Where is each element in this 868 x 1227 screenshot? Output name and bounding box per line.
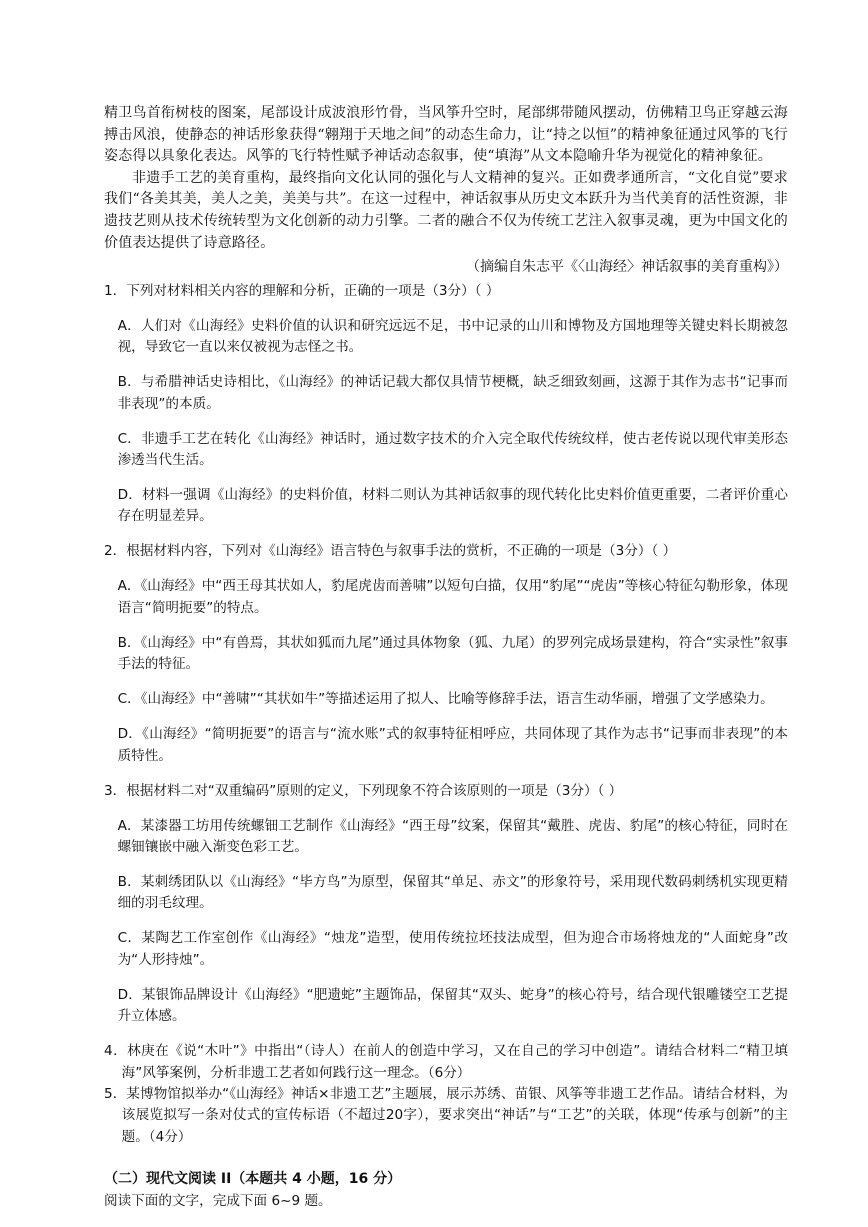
question-1-option-b: B．与希腊神话史诗相比，《山海经》的神话记载大都仅具情节梗概，缺乏细致刻画，这源于其作为志书“记事而非表现”的本质。	[117, 374, 788, 412]
question-5-stem: 5．某博物馆拟举办“《山海经》神话×非遗工艺”主题展，展示苏绣、苗银、风筝等非遗工艺作品。请结合材料，为该展览拟写一条对仗式的宣传标语（不超过20字），要求突出“神话”与“工艺”的关联，体现“传承与创新”的主题。（4分）	[104, 1086, 788, 1145]
question-2-stem: 2．根据材料内容，下列对《山海经》语言特色与叙事手法的赏析，不正确的一项是（3分）（ ）	[104, 543, 677, 560]
question-1-option-a: A．人们对《山海经》史料价值的认识和研究远远不足，书中记录的山川和博物及方国地理等关键史料长期被忽视，导致它一直以来仅被视为志怪之书。	[117, 317, 788, 356]
question-5	[104, 1084, 788, 1148]
passage-source: （摘编自朱志平《〈山海经〉神话叙事的美育重构》）	[466, 259, 788, 276]
question-4	[104, 1041, 788, 1084]
question-3-stem: 3．根据材料二对“双重编码”原则的定义，下列现象不符合该原则的一项是（3分）（ ）	[104, 782, 623, 799]
question-3-option-d: D．某银饰品牌设计《山海经》“肥遗蛇”主题饰品，保留其“双头、蛇身”的核心符号，结合现代银雕镂空工艺提升立体感。	[117, 986, 788, 1025]
question-3-option-c: C．某陶艺工作室创作《山海经》“烛龙”造型，使用传统拉坯技法成型，但为迎合市场将烛龙的“人面蛇身”改为“人形持烛”。	[117, 930, 788, 968]
question-2-option-b: B．《山海经》中“有兽焉，其状如狐而九尾”通过具体物象（狐、九尾）的罗列完成场景建构，符合“实录性”叙事手法的特征。	[117, 634, 788, 673]
section-instructions: 阅读下面的文字，完成下面 6~9 题。	[104, 1193, 332, 1210]
reading-passage	[104, 103, 788, 254]
section-heading: （二）现代文阅读 II（本题共 4 小题，16 分）	[104, 1171, 402, 1188]
question-list	[104, 281, 788, 1149]
question-1	[104, 281, 788, 528]
passage-paragraph-2: 非遗手工艺的美育重构，最终指向文化认同的强化与人文精神的复兴。正如费孝通所言，“文化自觉”要求我们“各美其美，美人之美，美美与共”。在这一过程中，神话叙事从历史文本跃升为当代美育的活性资源，非遗技艺则从技术传统转型为文化创新的动力引擎。二者的融合不仅为传统工艺注入叙事灵魂，更为中国文化的价值表达提供了诗意路径。	[104, 169, 788, 251]
question-2-option-c: C．《山海经》中“善啸”“其状如牛”等描述运用了拟人、比喻等修辞手法，语言生动华丽，增强了文学感染力。	[117, 691, 774, 708]
question-4-stem: 4．林庚在《说“木叶”》中指出“（诗人）在前人的创造中学习，又在自己的学习中创造”。请结合材料二“精卫填海”风筝案例，分析非遗工艺者如何践行这一理念。（6分）	[104, 1043, 788, 1081]
passage-paragraph-1: 精卫鸟首衔树枝的图案，尾部设计成波浪形竹骨，当风筝升空时，尾部绑带随风摆动，仿佛精卫鸟正穿越云海搏击风浪，使静态的神话形象获得“翱翔于天地之间”的动态生命力，让“持之以恒”的精神象征通过风筝的飞行姿态得以具象化表达。风筝的飞行特性赋予神话动态叙事，使“填海”从文本隐喻升华为视觉化的精神象征。	[104, 105, 788, 165]
question-3-option-b: B．某刺绣团队以《山海经》“毕方鸟”为原型，保留其“单足、赤文”的形象符号，采用现代数码刺绣机实现更精细的羽毛纹理。	[117, 874, 788, 912]
question-3-option-a: A．某漆器工坊用传统螺钿工艺制作《山海经》“西王母”纹案，保留其“戴胜、虎齿、豹尾”的核心特征，同时在螺钿镶嵌中融入渐变色彩工艺。	[117, 817, 788, 855]
question-3	[104, 781, 788, 1028]
question-1-option-c: C．非遗手工艺在转化《山海经》神话时，通过数字技术的介入完全取代传统纹样，使古老传说以现代审美形态渗透当代生活。	[117, 430, 788, 468]
question-1-option-d: D．材料一强调《山海经》的史料价值，材料二则认为其神话叙事的现代转化比史料价值更重要，二者评价重心存在明显差异。	[117, 486, 788, 525]
question-1-stem: 1．下列对材料相关内容的理解和分析，正确的一项是（3分）（ ）	[104, 282, 500, 299]
question-2-option-a: A．《山海经》中“西王母其状如人，豹尾虎齿而善啸”以短句白描，仅用“豹尾”“虎齿”等核心特征勾勒形象，体现语言“简明扼要”的特点。	[117, 578, 788, 616]
question-2	[104, 541, 788, 767]
question-2-option-d: D．《山海经》“简明扼要”的语言与“流水账”式的叙事特征相呼应，共同体现了其作为志书“记事而非表现”的本质特性。	[117, 726, 788, 764]
exam-page	[104, 103, 788, 1212]
